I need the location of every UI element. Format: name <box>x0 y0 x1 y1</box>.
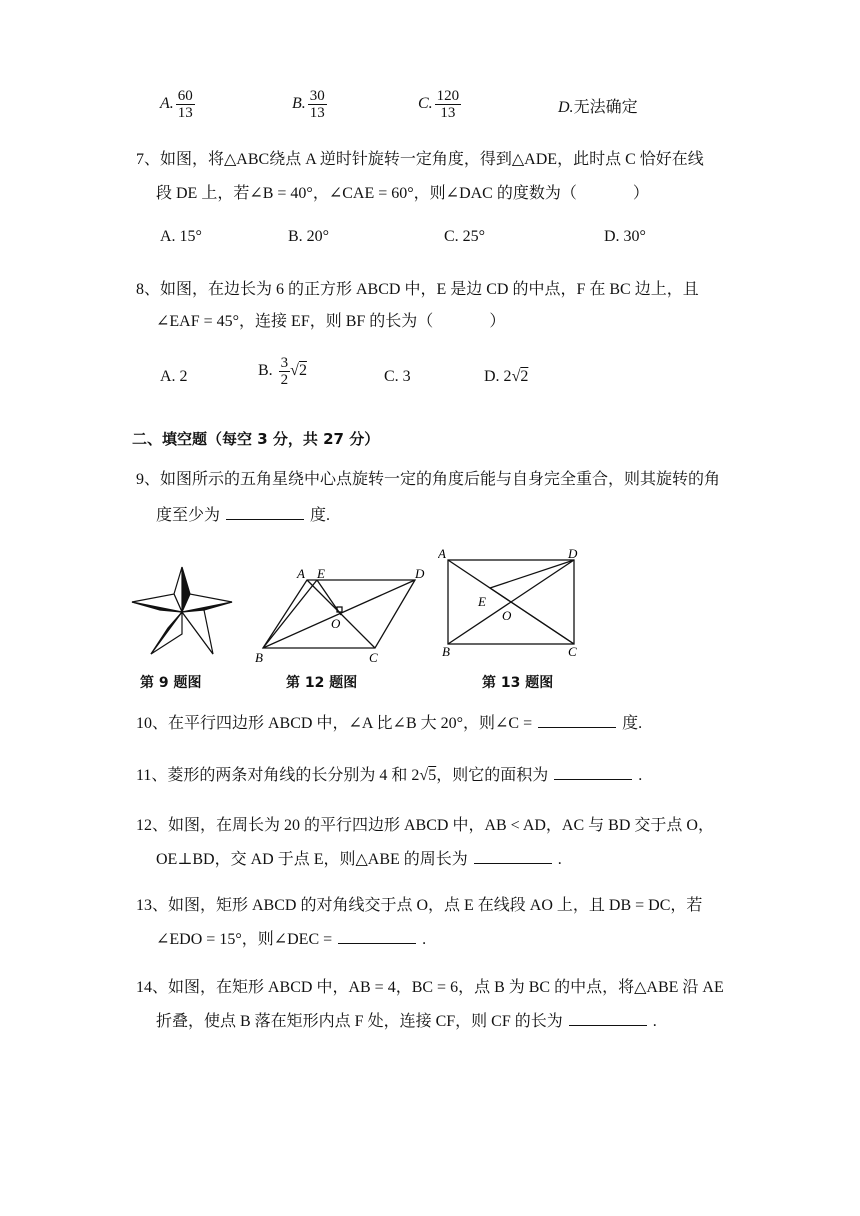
label-o: O <box>331 616 341 631</box>
label-e: E <box>317 566 325 581</box>
q14-line2 <box>156 1008 657 1031</box>
label-c: C <box>568 644 577 659</box>
q7-close-paren: ） <box>632 185 649 202</box>
answer-blank[interactable] <box>569 1011 647 1026</box>
q8-close-paren: ） <box>489 313 506 330</box>
label-b: B <box>442 644 450 659</box>
q11-period: . <box>638 767 643 784</box>
q11-stem-end: ，则它的面积为 <box>436 767 549 784</box>
q12-line2 <box>156 846 562 869</box>
fraction <box>308 88 327 121</box>
answer-blank[interactable] <box>554 765 632 780</box>
label-a: A <box>438 548 446 561</box>
q7-stem: 段 DE 上，若∠B = 40°，∠CAE = 60°，则∠DAC 的度数为（ <box>156 185 577 202</box>
denominator: 13 <box>440 105 456 121</box>
q11-stem: 11、菱形的两条对角线的长分别为 4 和 2 <box>136 767 420 784</box>
option-label: A. <box>160 95 174 113</box>
label-c: C <box>369 650 378 665</box>
radicand: 2 <box>298 362 307 380</box>
rectangle-figure <box>438 548 588 660</box>
q13-stem: ∠EDO = 15°，则∠DEC = <box>156 931 333 948</box>
label-o: O <box>502 608 512 623</box>
label-b: B <box>255 650 263 665</box>
fraction <box>176 88 195 121</box>
option-label: B. <box>292 95 306 113</box>
q8-option-c: C. 3 <box>384 368 411 385</box>
q12-stem: OE⊥BD，交 AD 于点 E，则△ABE 的周长为 <box>156 851 468 868</box>
q6-option-a <box>160 88 195 121</box>
q8-option-d <box>484 368 528 386</box>
figure-9-caption: 第 9 题图 <box>140 675 202 691</box>
sqrt-sign: √ <box>290 362 299 380</box>
numerator: 120 <box>436 88 460 104</box>
parallelogram-figure <box>255 566 435 666</box>
q7-option-c: C. 25° <box>444 228 486 245</box>
q6-option-d <box>558 94 638 117</box>
q14-period: . <box>652 1013 657 1030</box>
q14-stem: 折叠，使点 B 落在矩形内点 F 处，连接 CF，则 CF 的长为 <box>156 1013 563 1030</box>
sqrt-sign: √ <box>419 767 429 784</box>
section-heading: 二、填空题（每空 3 分，共 27 分） <box>132 430 380 448</box>
q8-line2 <box>156 308 505 331</box>
label-d: D <box>415 566 425 581</box>
label-a: A <box>297 566 305 581</box>
answer-blank[interactable] <box>474 849 552 864</box>
q14-line1: 14、如图，在矩形 ABCD 中，AB = 4，BC = 6，点 B 为 BC 的中点，将△ABE 沿 AE <box>136 979 724 996</box>
answer-blank[interactable] <box>338 929 416 944</box>
option-label: D. 2 <box>484 368 512 385</box>
radicand: 5 <box>428 767 437 784</box>
q7-line1: 7、如图，将△ABC绕点 A 逆时针旋转一定角度，得到△ADE，此时点 C 恰好在线 <box>136 151 704 168</box>
q10-unit: 度. <box>622 715 643 732</box>
fraction <box>435 88 462 121</box>
q13-line2 <box>156 926 426 949</box>
denominator: 13 <box>177 105 193 121</box>
q6-option-c <box>418 88 461 121</box>
option-text: 无法确定 <box>573 99 638 116</box>
q9-line1: 9、如图所示的五角星绕中心点旋转一定的角度后能与自身完全重合，则其旋转的角 <box>136 471 721 488</box>
figure-13-caption: 第 13 题图 <box>482 675 554 691</box>
label-e: E <box>478 594 486 609</box>
q7-option-b: B. 20° <box>288 228 330 245</box>
q12-line1: 12、如图，在周长为 20 的平行四边形 ABCD 中，AB < AD，AC 与 BD 交于点 O， <box>136 817 714 834</box>
q8-stem: ∠EAF = 45°，连接 EF，则 BF 的长为（ <box>156 313 434 330</box>
q7-option-d: D. 30° <box>604 228 646 245</box>
denominator: 13 <box>309 105 325 121</box>
option-label: C. <box>418 95 433 113</box>
q8-option-a: A. 2 <box>160 368 188 385</box>
q10-stem: 10、在平行四边形 ABCD 中，∠A 比∠B 大 20°，则∠C = <box>136 715 533 732</box>
q7-option-a: A. 15° <box>160 228 202 245</box>
q13-line1: 13、如图，矩形 ABCD 的对角线交于点 O，点 E 在线段 AO 上，且 DB = DC，若 <box>136 897 703 914</box>
numerator: 60 <box>177 88 193 104</box>
numerator: 3 <box>280 355 289 371</box>
q6-option-b <box>292 88 327 121</box>
denominator: 2 <box>280 372 289 388</box>
q10 <box>136 710 642 733</box>
q9-line2 <box>156 502 330 525</box>
q13-period: . <box>422 931 427 948</box>
fraction <box>279 355 291 388</box>
option-label: D. <box>558 99 574 116</box>
star-figure <box>128 564 238 660</box>
figure-12-caption: 第 12 题图 <box>286 675 358 691</box>
q9-unit: 度. <box>310 507 331 524</box>
q8-line1: 8、如图，在边长为 6 的正方形 ABCD 中，E 是边 CD 的中点，F 在 BC 边上，且 <box>136 281 699 298</box>
sqrt-sign: √ <box>511 368 521 385</box>
q12-period: . <box>557 851 562 868</box>
q11 <box>136 762 642 785</box>
q7-line2 <box>156 180 649 203</box>
answer-blank[interactable] <box>538 713 616 728</box>
label-d: D <box>568 548 578 561</box>
answer-blank[interactable] <box>226 505 304 520</box>
option-label: B. <box>258 362 273 380</box>
radicand: 2 <box>520 368 529 385</box>
q8-option-b <box>258 355 307 388</box>
numerator: 30 <box>309 88 325 104</box>
q9-stem: 度至少为 <box>156 507 221 524</box>
